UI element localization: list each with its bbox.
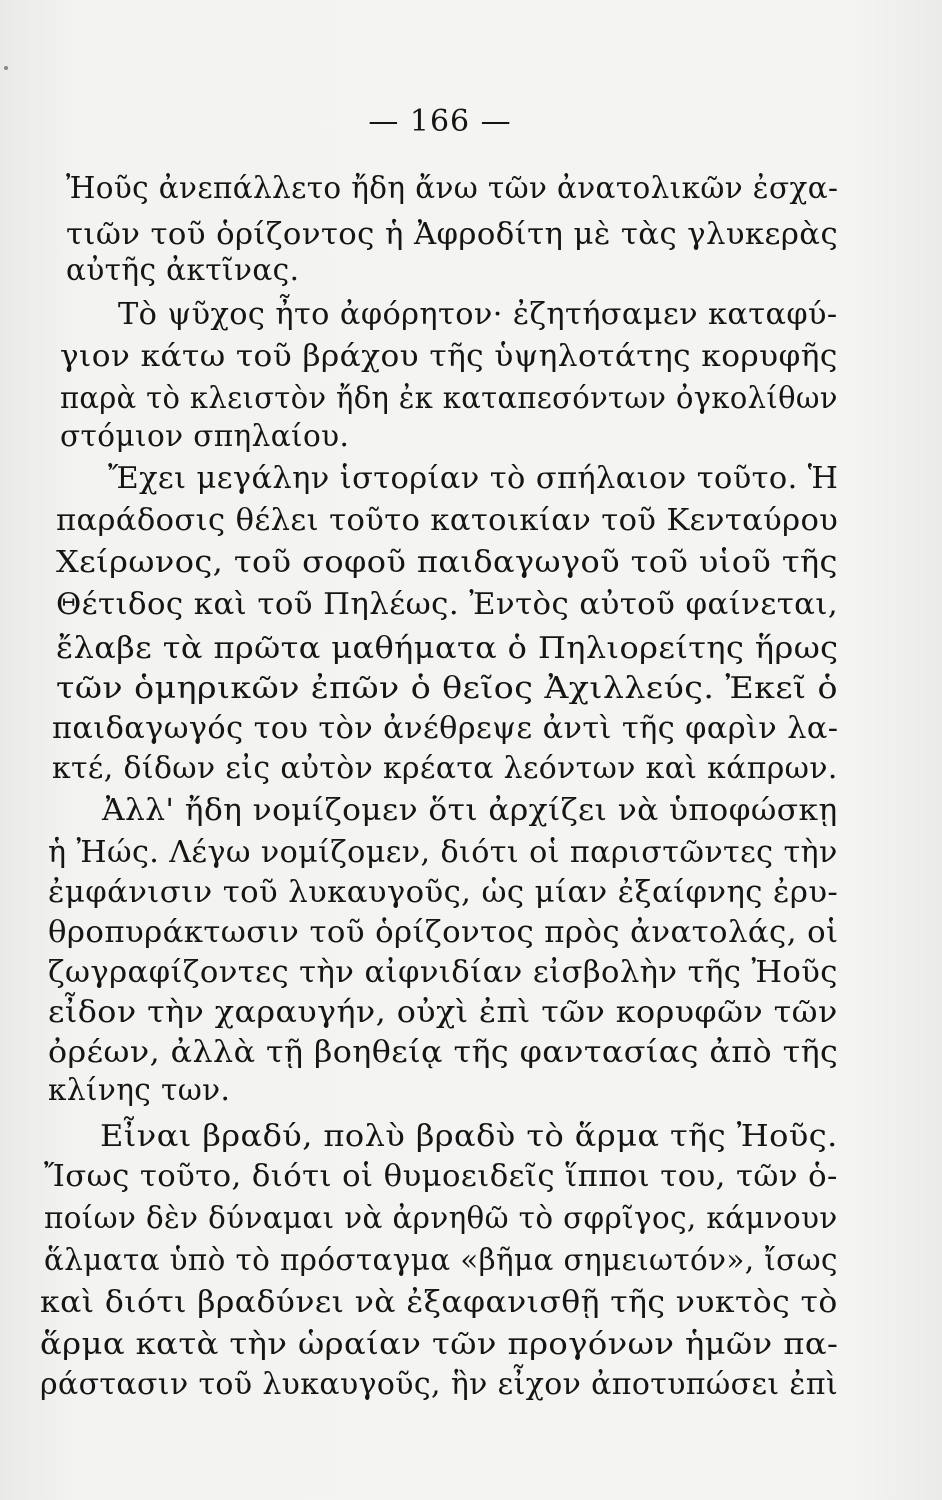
- text-line: Τὸ ψῦχος ἦτο ἀφόρητον· ἐζητήσαμεν καταφύ-: [118, 297, 838, 331]
- text-line: ἡ Ἠώς. Λέγω νομίζομεν, διότι οἱ παριστῶντες τὴν: [48, 835, 838, 869]
- text-line: τιῶν τοῦ ὁρίζοντος ἡ Ἀφροδίτη μὲ τὰς γλυκερὰς: [66, 217, 839, 251]
- page-number: — 166 —: [368, 104, 512, 139]
- text-line: Ἠοῦς ἀνεπάλλετο ἤδη ἄνω τῶν ἀνατολικῶν ἐσχα-: [66, 171, 839, 205]
- text-line: Ἀλλ' ἤδη νομίζομεν ὅτι ἀρχίζει νὰ ὑποφώσκῃ: [102, 793, 838, 827]
- text-line: ἅρμα κατὰ τὴν ὡραίαν τῶν προγόνων ἡμῶν πα-: [40, 1327, 839, 1361]
- text-line: ἐμφάνισιν τοῦ λυκαυγοῦς, ὡς μίαν ἐξαίφνης ἐρυ-: [48, 875, 839, 909]
- text-line: στόμιον σπηλαίου.: [60, 419, 350, 453]
- text-line: παράδοσις θέλει τοῦτο κατοικίαν τοῦ Κενταύρου: [56, 503, 839, 537]
- text-line: καὶ διότι βραδύνει νὰ ἐξαφανισθῇ τῆς νυκτὸς τὸ: [40, 1285, 838, 1319]
- text-line: παιδαγωγός του τὸν ἀνέθρεψε ἀντὶ τῆς φαρὶν λα-: [52, 711, 839, 745]
- text-line: ὀρέων, ἀλλὰ τῇ βοηθείᾳ τῆς φαντασίας ἀπὸ τῆς: [48, 1035, 839, 1069]
- text-line: ἔλαβε τὰ πρῶτα μαθήματα ὁ Πηλιορείτης ἥρως: [56, 631, 839, 665]
- text-line: τῶν ὁμηρικῶν ἐπῶν ὁ θεῖος Ἀχιλλεύς. Ἐκεῖ ὁ: [56, 671, 839, 705]
- paper-speck: [4, 66, 8, 70]
- text-line: θροπυράκτωσιν τοῦ ὁρίζοντος πρὸς ἀνατολάς, οἱ: [48, 915, 839, 949]
- text-line: Ἴσως τοῦτο, διότι οἱ θυμοειδεῖς ἵπποι του, τῶν ὁ-: [44, 1159, 838, 1193]
- text-line: ράστασιν τοῦ λυκαυγοῦς, ἣν εἶχον ἀποτυπώσει ἐπὶ: [40, 1367, 839, 1401]
- text-line: ζωγραφίζοντες τὴν αἰφνιδίαν εἰσβολὴν τῆς Ἠοῦς: [48, 955, 838, 989]
- text-line: παρὰ τὸ κλειστὸν ἤδη ἐκ καταπεσόντων ὀγκολίθων: [60, 381, 838, 415]
- text-line: Εἶναι βραδύ, πολὺ βραδὺ τὸ ἅρμα τῆς Ἠοῦς.: [100, 1119, 838, 1153]
- text-line: ἅλματα ὑπὸ τὸ πρόσταγμα «βῆμα σημειωτόν», ἴσως: [44, 1243, 838, 1277]
- text-line: γιον κάτω τοῦ βράχου τῆς ὑψηλοτάτης κορυφῆς: [60, 339, 838, 373]
- text-line: Χείρωνος, τοῦ σοφοῦ παιδαγωγοῦ τοῦ υἱοῦ τῆς: [56, 545, 838, 579]
- text-line: κτέ, δίδων εἰς αὐτὸν κρέατα λεόντων καὶ κάπρων.: [52, 751, 838, 785]
- text-line: Θέτιδος καὶ τοῦ Πηλέως. Ἐντὸς αὐτοῦ φαίνεται,: [56, 587, 839, 621]
- text-line: ποίων δὲν δύναμαι νὰ ἀρνηθῶ τὸ σφρῖγος, κάμνουν: [44, 1201, 838, 1235]
- text-line: εἶδον τὴν χαραυγήν, οὐχὶ ἐπὶ τῶν κορυφῶν τῶν: [48, 995, 838, 1029]
- text-line: αὐτῆς ἀκτῖνας.: [66, 253, 300, 287]
- text-line: κλίνης των.: [48, 1073, 231, 1107]
- text-line: Ἔχει μεγάλην ἱστορίαν τὸ σπήλαιον τοῦτο. Ἡ: [108, 461, 839, 495]
